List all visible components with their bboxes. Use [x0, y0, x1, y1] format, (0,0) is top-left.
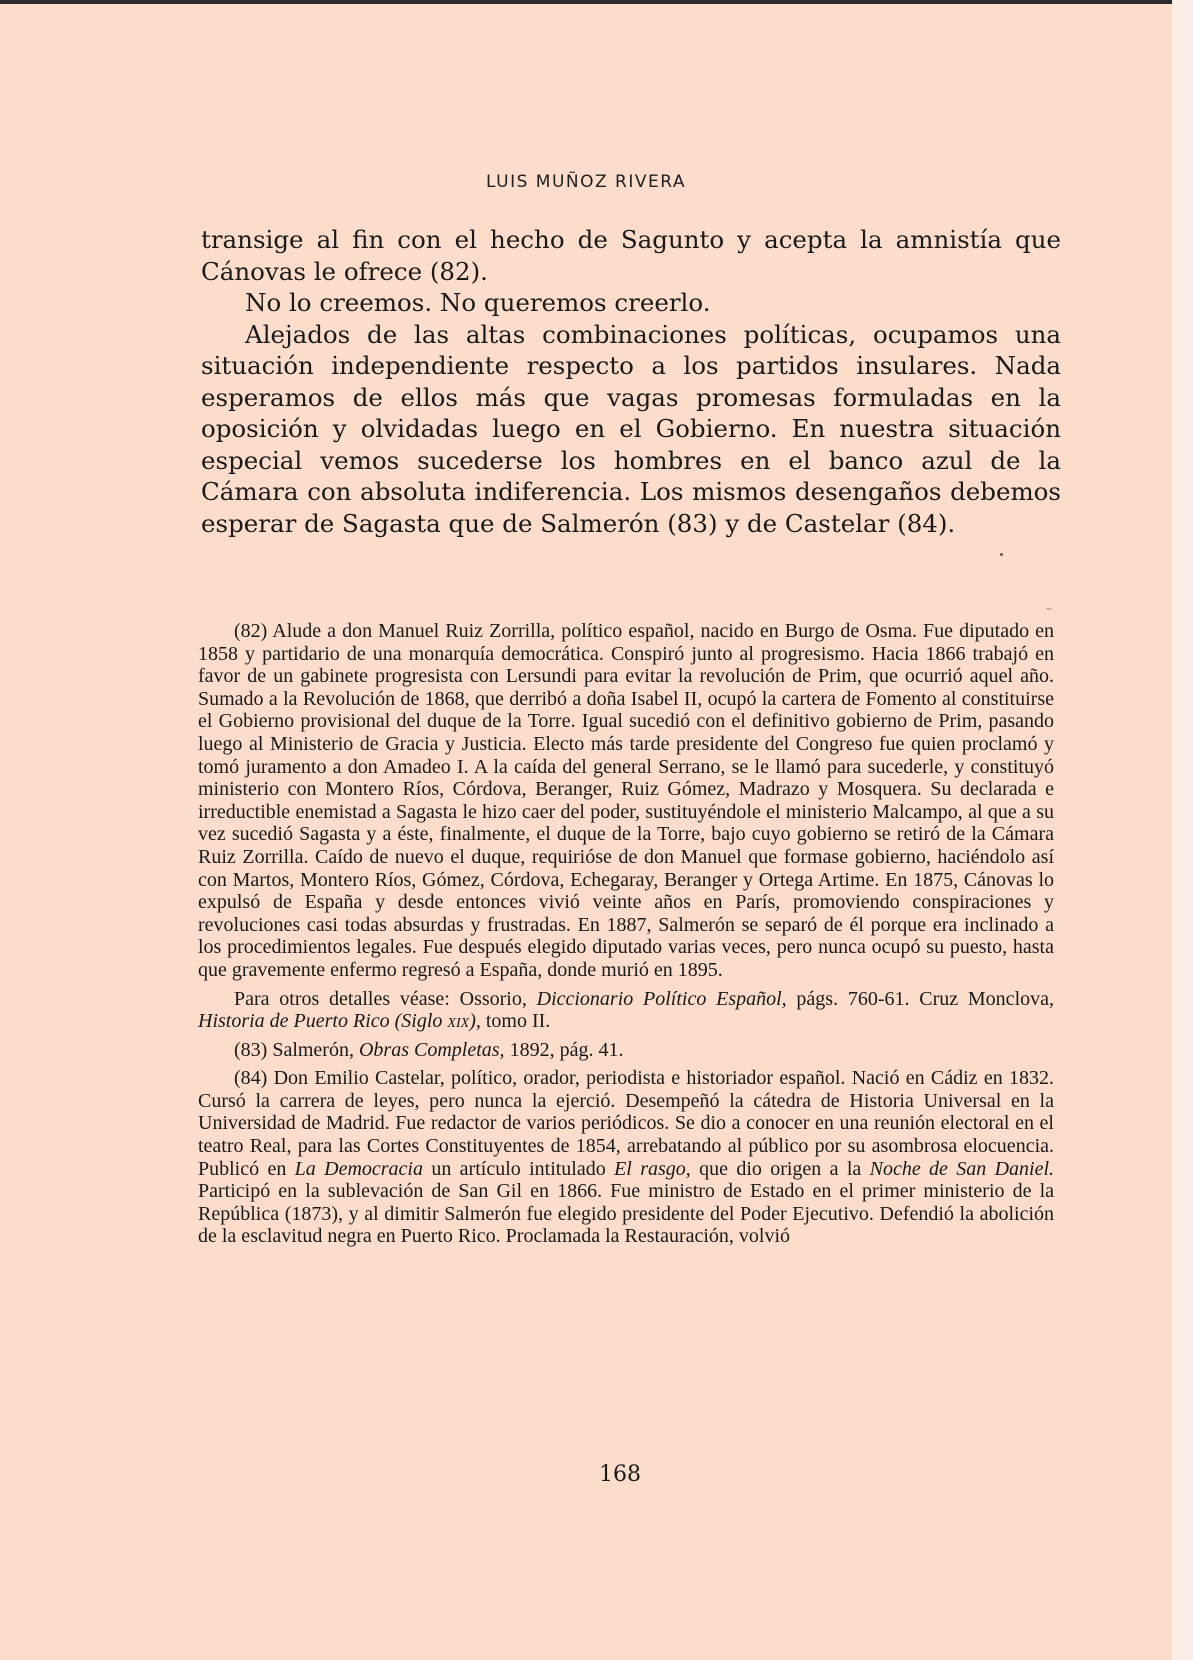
- paper-speck: [1000, 553, 1003, 556]
- footnote-82-see-also: Para otros detalles véase: Ossorio, Diccionario Político Español, págs. 760-61. Cruz Monclova, Historia de Puerto Rico (Siglo xix), tomo II.: [198, 987, 1054, 1033]
- running-header: LUIS MUÑOZ RIVERA: [486, 172, 686, 192]
- cited-work-historia: Historia de Puerto Rico (Siglo xix),: [198, 1010, 481, 1033]
- page-edge: [1172, 0, 1193, 1660]
- paper-speck: [1046, 608, 1052, 610]
- page-number: 168: [599, 1462, 641, 1487]
- article-title: El rasgo,: [614, 1157, 691, 1180]
- body-paragraph-1: transige al fin con el hecho de Sagunto y acepta la amnistía que Cánovas le ofrece (82).: [201, 225, 1061, 286]
- event-name: Noche de San Daniel.: [869, 1157, 1055, 1180]
- footnote-84: (84) Don Emilio Castelar, político, orador, periodista e historiador español. Nació en Cádiz en 1832. Cursó la carrera de leyes, pero nunca la ejerció. Desempeñó la cátedra de Historia Universal en la Universidad de Madrid. Fue redactor de varios periódicos. Se dio a conocer en una reunión electoral en el teatro Real, para las Cortes Constituyentes de 1854, arrebatando al público por su asombrosa elocuencia. Publicó en La Democracia un artículo intitulado El rasgo, que dio origen a la Noche de San Daniel. Participó en la sublevación de San Gil en 1866. Fue ministro de Estado en el primer ministerio de la República (1873), y al dimitir Salmerón fue elegido presidente del Poder Ejecutivo. Defendió la abolición de la esclavitud negra en Puerto Rico. Proclamada la Restauración, volvió: [198, 1067, 1055, 1248]
- footnote-82: (82) Alude a don Manuel Ruiz Zorrilla, político español, nacido en Burgo de Osma. Fue diputado en 1858 y partidario de una monarquía democrática. Conspiró junto al progresismo. Hacia 1866 trabajó en favor de un gabinete progresista con Lersundi para evitar la revolución de Prim, que ocurrió aquel año. Sumado a la Revolución de 1868, que derribó a doña Isabel II, ocupó la cartera de Fomento al constituirse el Gobierno provisional del duque de la Torre. Igual sucedió con el definitivo gobierno de Prim, pasando luego al Ministerio de Gracia y Justicia. Electo más tarde presidente del Congreso fue quien proclamó y tomó juramento a don Amadeo I. A la caída del general Serrano, se le llamó para sucederle, y constituyó ministerio con Montero Ríos, Córdova, Beranger, Ruiz Gómez, Madrazo y Mosquera. Su declarada e irreductible enemistad a Sagasta le hizo caer del poder, sustituyéndole el ministerio Malcampo, al que a su vez sucedió Sagasta y a éste, finalmente, el duque de la Torre, bajo cuyo gobierno se retiró de la Cámara Ruiz Zorrilla. Caído de nuevo el duque, requirióse de don Manuel que formase gobierno, haciéndolo así con Martos, Montero Ríos, Gómez, Córdova, Echegaray, Beranger y Ortega Artime. En 1875, Cánovas lo expulsó de España y desde entonces vivió veinte años en París, promoviendo conspiraciones y revoluciones casi todas absurdas y frustradas. En 1887, Salmerón se separó de él porque era inclinado a los procedimientos legales. Fue después elegido diputado varias veces, pero nunca ocupó su puesto, hasta que gravemente enfermo regresó a España, donde murió en 1895.: [198, 620, 1054, 981]
- cited-work-diccionario: Diccionario Político Español,: [536, 987, 787, 1010]
- body-paragraph-3: Alejados de las altas combinaciones políticas, ocupamos una situación independiente respecto a los partidos insulares. Nada esperamos de ellos más que vagas promesas formuladas en la oposición y olvidadas luego en el Gobierno. En nuestra situación especial vemos sucederse los hombres en el banco azul de la Cámara con absoluta indiferencia. Los mismos desengaños debemos esperar de Sagasta que de Salmerón (83) y de Castelar (84).: [201, 319, 1061, 538]
- main-text-block: [201, 224, 1061, 539]
- footnote-83: (83) Salmerón, Obras Completas, 1892, pág. 41.: [234, 1038, 624, 1061]
- top-edge-rule: [0, 0, 1172, 4]
- body-paragraph-2: No lo creemos. No queremos creerlo.: [245, 288, 711, 317]
- newspaper-title: La Democracia: [294, 1157, 423, 1180]
- cited-work-obras: Obras Completas,: [358, 1038, 505, 1061]
- footnotes-block: [198, 620, 1054, 1254]
